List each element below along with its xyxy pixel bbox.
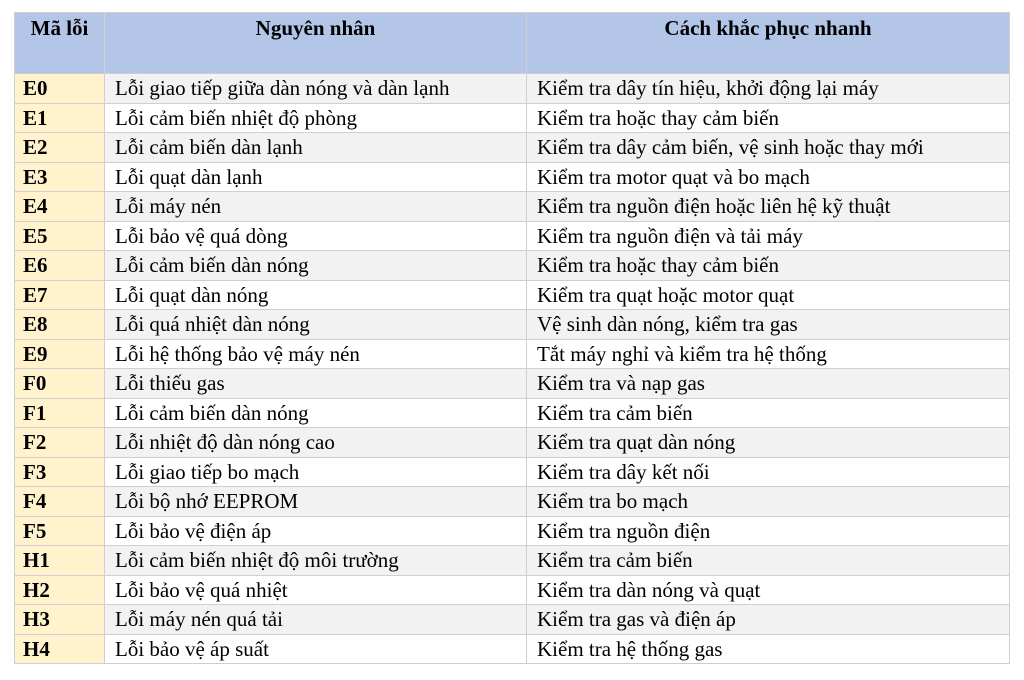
- cause-cell: Lỗi thiếu gas: [105, 369, 527, 399]
- cause-cell: Lỗi nhiệt độ dàn nóng cao: [105, 428, 527, 458]
- fix-cell: Kiểm tra dây cảm biến, vệ sinh hoặc thay mới: [527, 133, 1010, 163]
- table-row: [15, 575, 1010, 605]
- cause-cell: Lỗi cảm biến dàn nóng: [105, 398, 527, 428]
- cause-cell: Lỗi giao tiếp giữa dàn nóng và dàn lạnh: [105, 74, 527, 104]
- table-row: [15, 457, 1010, 487]
- cause-cell: Lỗi quạt dàn nóng: [105, 280, 527, 310]
- cause-cell: Lỗi quạt dàn lạnh: [105, 162, 527, 192]
- table-row: [15, 487, 1010, 517]
- cause-cell: Lỗi bảo vệ quá nhiệt: [105, 575, 527, 605]
- error-code-cell: E2: [15, 133, 105, 163]
- table-row: [15, 251, 1010, 281]
- error-code-cell: F3: [15, 457, 105, 487]
- error-code-cell: H2: [15, 575, 105, 605]
- table-row: [15, 103, 1010, 133]
- fix-cell: Kiểm tra và nạp gas: [527, 369, 1010, 399]
- table-row: [15, 74, 1010, 104]
- error-code-cell: F0: [15, 369, 105, 399]
- fix-cell: Kiểm tra hệ thống gas: [527, 634, 1010, 664]
- table-row: [15, 310, 1010, 340]
- error-code-cell: E7: [15, 280, 105, 310]
- error-code-cell: E6: [15, 251, 105, 281]
- fix-cell: Kiểm tra quạt dàn nóng: [527, 428, 1010, 458]
- fix-cell: Kiểm tra nguồn điện hoặc liên hệ kỹ thuật: [527, 192, 1010, 222]
- table-row: [15, 339, 1010, 369]
- cause-cell: Lỗi bảo vệ quá dòng: [105, 221, 527, 251]
- cause-cell: Lỗi máy nén: [105, 192, 527, 222]
- cause-cell: Lỗi giao tiếp bo mạch: [105, 457, 527, 487]
- table-row: [15, 634, 1010, 664]
- cause-cell: Lỗi quá nhiệt dàn nóng: [105, 310, 527, 340]
- error-code-cell: H1: [15, 546, 105, 576]
- error-code-cell: E5: [15, 221, 105, 251]
- table-row: [15, 280, 1010, 310]
- header-fix: Cách khắc phục nhanh: [527, 13, 1010, 74]
- error-code-cell: F5: [15, 516, 105, 546]
- fix-cell: Kiểm tra quạt hoặc motor quạt: [527, 280, 1010, 310]
- table-row: [15, 192, 1010, 222]
- fix-cell: Kiểm tra bo mạch: [527, 487, 1010, 517]
- fix-cell: Kiểm tra dàn nóng và quạt: [527, 575, 1010, 605]
- fix-cell: Kiểm tra dây kết nối: [527, 457, 1010, 487]
- table-row: [15, 369, 1010, 399]
- fix-cell: Kiểm tra cảm biến: [527, 398, 1010, 428]
- cause-cell: Lỗi bảo vệ điện áp: [105, 516, 527, 546]
- cause-cell: Lỗi bộ nhớ EEPROM: [105, 487, 527, 517]
- cause-cell: Lỗi cảm biến dàn nóng: [105, 251, 527, 281]
- cause-cell: Lỗi máy nén quá tải: [105, 605, 527, 635]
- cause-cell: Lỗi cảm biến nhiệt độ môi trường: [105, 546, 527, 576]
- error-code-cell: F1: [15, 398, 105, 428]
- header-code: Mã lỗi: [15, 13, 105, 74]
- error-code-cell: E1: [15, 103, 105, 133]
- error-code-cell: E8: [15, 310, 105, 340]
- error-code-cell: F4: [15, 487, 105, 517]
- fix-cell: Kiểm tra hoặc thay cảm biến: [527, 251, 1010, 281]
- table-row: [15, 546, 1010, 576]
- error-code-cell: F2: [15, 428, 105, 458]
- table-row: [15, 516, 1010, 546]
- error-code-cell: E9: [15, 339, 105, 369]
- header-row: [15, 13, 1010, 74]
- fix-cell: Kiểm tra motor quạt và bo mạch: [527, 162, 1010, 192]
- fix-cell: Kiểm tra hoặc thay cảm biến: [527, 103, 1010, 133]
- cause-cell: Lỗi cảm biến nhiệt độ phòng: [105, 103, 527, 133]
- error-code-cell: E0: [15, 74, 105, 104]
- fix-cell: Kiểm tra nguồn điện và tải máy: [527, 221, 1010, 251]
- error-code-cell: E3: [15, 162, 105, 192]
- fix-cell: Kiểm tra dây tín hiệu, khởi động lại máy: [527, 74, 1010, 104]
- error-code-cell: E4: [15, 192, 105, 222]
- error-code-cell: H3: [15, 605, 105, 635]
- fix-cell: Kiểm tra nguồn điện: [527, 516, 1010, 546]
- fix-cell: Kiểm tra cảm biến: [527, 546, 1010, 576]
- table-row: [15, 133, 1010, 163]
- fix-cell: Kiểm tra gas và điện áp: [527, 605, 1010, 635]
- table-row: [15, 221, 1010, 251]
- cause-cell: Lỗi cảm biến dàn lạnh: [105, 133, 527, 163]
- cause-cell: Lỗi bảo vệ áp suất: [105, 634, 527, 664]
- error-code-cell: H4: [15, 634, 105, 664]
- table-row: [15, 428, 1010, 458]
- fix-cell: Vệ sinh dàn nóng, kiểm tra gas: [527, 310, 1010, 340]
- cause-cell: Lỗi hệ thống bảo vệ máy nén: [105, 339, 527, 369]
- error-code-table: [14, 12, 1010, 664]
- header-cause: Nguyên nhân: [105, 13, 527, 74]
- table-row: [15, 398, 1010, 428]
- table-row: [15, 162, 1010, 192]
- fix-cell: Tắt máy nghỉ và kiểm tra hệ thống: [527, 339, 1010, 369]
- table-row: [15, 605, 1010, 635]
